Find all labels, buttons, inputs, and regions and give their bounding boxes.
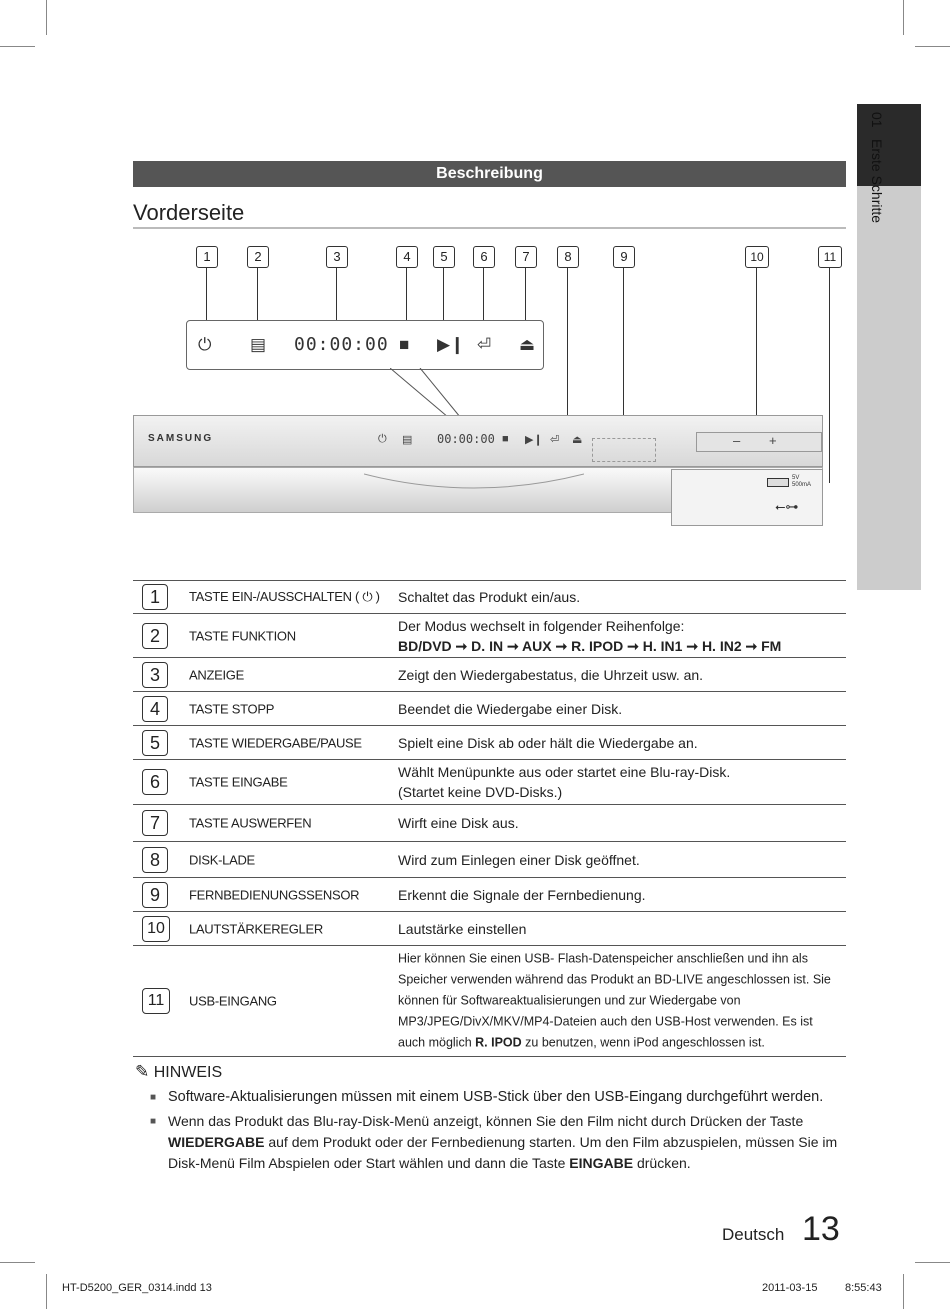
callout-7: 7 xyxy=(515,246,537,268)
table-row xyxy=(133,878,846,912)
table-row xyxy=(133,581,846,614)
usb-icon: ⭠⊶ xyxy=(775,499,799,514)
row-description: Lautstärke einstellen xyxy=(398,920,527,937)
row-number: 2 xyxy=(142,623,168,649)
row-description-text: Hier können Sie einen USB- Flash-Datenspeicher anschließen und ihn als Speicher verwenden während das Produkt an BD-LIVE angeschlossen ist. Sie können für Softwareaktualisierungen und zur Wiedergabe von MP3/JPEG/DivX/MKV/MP4-Dateien auch den USB-Host verwenden. Es ist auch möglich xyxy=(398,951,831,1050)
volume-control xyxy=(696,432,822,452)
row-label: TASTE EIN-/AUSSCHALTEN ( ⏻ ) xyxy=(189,589,380,604)
table-row xyxy=(133,760,846,805)
chapter-title: Erste Schritte xyxy=(869,139,885,224)
usb-voltage: 5V xyxy=(792,475,800,481)
crop-mark xyxy=(915,46,950,47)
note-text-part: auf dem Produkt oder der Fernbedienung starten. Um den Film abzuspielen, müssen Sie im Disk-Menü Film Abspielen oder Start wählen und dann die Taste xyxy=(168,1134,838,1171)
callout-8: 8 xyxy=(557,246,579,268)
eject-icon: ⏏ xyxy=(519,335,536,354)
row-label: TASTE WIEDERGABE/PAUSE xyxy=(189,735,362,750)
row-number: 10 xyxy=(142,916,170,942)
table-row xyxy=(133,726,846,760)
row-description: Zeigt den Wiedergabestatus, die Uhrzeit usw. an. xyxy=(398,666,704,683)
power-button-icon: ⏻ xyxy=(378,433,387,445)
row-description-line: (Startet keine DVD-Disks.) xyxy=(398,784,563,800)
crop-mark xyxy=(903,0,904,35)
row-description-line: Der Modus wechselt in folgender Reihenfolge: xyxy=(398,617,685,634)
note-item xyxy=(150,1087,848,1108)
device-front-panel xyxy=(133,415,823,513)
row-number: 4 xyxy=(142,696,168,722)
eject-button-icon: ⏏ xyxy=(572,434,583,446)
row-description: Schaltet das Produkt ein/aus. xyxy=(398,589,581,605)
row-number: 5 xyxy=(142,730,168,756)
table-row xyxy=(133,842,846,878)
row-number: 9 xyxy=(142,882,168,908)
slug-time: 8:55:43 xyxy=(845,1282,882,1294)
row-label: LAUTSTÄRKEREGLER xyxy=(189,921,323,936)
crop-mark xyxy=(46,0,47,35)
row-label: USB-EINGANG xyxy=(189,993,277,1009)
row-number: 3 xyxy=(142,662,168,688)
row-description-line: Wählt Menüpunkte aus oder startet eine Blu-ray-Disk. xyxy=(398,764,731,780)
note-text-bold: WIEDERGABE xyxy=(168,1134,265,1150)
callout-9: 9 xyxy=(613,246,635,268)
note-text-part: Wenn das Produkt das Blu-ray-Disk-Menü anzeigt, können Sie den Film nicht durch Drücken der Taste xyxy=(168,1113,804,1129)
display-panel-zoom xyxy=(186,320,544,370)
brand-logo: SAMSUNG xyxy=(148,433,214,444)
crop-mark xyxy=(46,1274,47,1309)
note-heading xyxy=(135,1062,222,1082)
section-title-bar: Beschreibung xyxy=(133,161,846,187)
device-top-section xyxy=(133,415,823,467)
power-icon: ⏻ xyxy=(198,335,212,354)
row-number: 1 xyxy=(142,584,168,610)
play-pause-icon: ▶❙ xyxy=(437,335,465,354)
leader-line xyxy=(623,268,624,438)
table-row xyxy=(133,614,846,658)
usb-door xyxy=(671,469,823,526)
table-row xyxy=(133,692,846,726)
remote-sensor xyxy=(592,438,656,462)
slug-date: 2011-03-15 xyxy=(762,1282,818,1294)
row-description: Wirft eine Disk aus. xyxy=(398,815,519,831)
usb-port xyxy=(767,478,789,487)
table-row xyxy=(133,946,846,1057)
row-description xyxy=(398,762,838,802)
tray-curve xyxy=(364,472,584,492)
callout-10: 10 xyxy=(745,246,769,268)
table-row xyxy=(133,805,846,842)
function-button-icon: ▤ xyxy=(402,434,413,446)
row-description-text: zu benutzen, wenn iPod angeschlossen ist. xyxy=(521,1035,765,1050)
row-description: Wird zum Einlegen einer Disk geöffnet. xyxy=(398,851,640,868)
row-description: Spielt eine Disk ab oder hält die Wiedergabe an. xyxy=(398,734,698,751)
description-table xyxy=(133,580,846,1057)
row-label: ANZEIGE xyxy=(189,667,244,682)
leader-line xyxy=(829,268,830,483)
volume-plus: + xyxy=(769,433,777,448)
note-text xyxy=(168,1111,848,1174)
row-label: TASTE EINGABE xyxy=(189,774,288,790)
table-row xyxy=(133,912,846,946)
volume-minus: – xyxy=(733,433,741,448)
callout-3: 3 xyxy=(326,246,348,268)
device-time-display: 00:00:00 xyxy=(437,432,495,446)
row-description: Beendet die Wiedergabe einer Disk. xyxy=(398,700,623,717)
crop-mark xyxy=(915,1262,950,1263)
row-description-bold: R. IPOD xyxy=(475,1035,522,1050)
leader-line xyxy=(756,268,757,433)
time-display: 00:00:00 xyxy=(294,334,389,355)
chapter-tab-label xyxy=(855,112,885,312)
pencil-icon: ✎ xyxy=(135,1062,150,1081)
note-text: Software-Aktualisierungen müssen mit einem USB-Stick über den USB-Eingang durchgeführt werden. xyxy=(168,1089,824,1105)
row-description xyxy=(398,949,838,1054)
stop-icon: ■ xyxy=(399,335,410,354)
footer-language: Deutsch xyxy=(722,1225,785,1244)
play-pause-button-icon: ▶❙ xyxy=(525,434,543,446)
crop-mark xyxy=(903,1274,904,1309)
callout-11: 11 xyxy=(818,246,842,268)
row-number: 8 xyxy=(142,847,168,873)
row-label: DISK-LADE xyxy=(189,852,255,867)
crop-mark xyxy=(0,1262,35,1263)
enter-button-icon: ⏎ xyxy=(550,434,560,446)
note-text-part: drücken. xyxy=(633,1155,691,1171)
row-label: FERNBEDIENUNGSSENSOR xyxy=(189,887,360,902)
bullet-icon: ■ xyxy=(150,1092,157,1103)
stop-button-icon: ■ xyxy=(502,433,509,445)
callout-6: 6 xyxy=(473,246,495,268)
row-description: Erkennt die Signale der Fernbedienung. xyxy=(398,886,646,903)
bullet-icon: ■ xyxy=(150,1116,157,1127)
row-number: 7 xyxy=(142,810,168,836)
slug-filename: HT-D5200_GER_0314.indd 13 xyxy=(62,1282,212,1294)
crop-mark xyxy=(0,46,35,47)
page-heading: Vorderseite xyxy=(133,200,245,225)
row-number: 6 xyxy=(142,769,168,795)
usb-current: 500mA xyxy=(792,482,812,488)
chapter-number: 01 xyxy=(869,112,885,128)
row-label: TASTE STOPP xyxy=(189,701,275,716)
callout-4: 4 xyxy=(396,246,418,268)
row-number: 11 xyxy=(142,988,170,1014)
callout-1: 1 xyxy=(196,246,218,268)
row-description xyxy=(398,616,838,656)
row-label: TASTE FUNKTION xyxy=(189,628,296,643)
page-number: 13 xyxy=(802,1210,840,1248)
row-label: TASTE AUSWERFEN xyxy=(189,815,312,831)
heading-divider xyxy=(133,227,846,229)
mode-sequence: BD/DVD ➞ D. IN ➞ AUX ➞ R. IPOD ➞ H. IN1 ➞ H. IN2 ➞ FM xyxy=(398,637,782,654)
note-text-bold: EINGABE xyxy=(569,1155,634,1171)
enter-icon: ⏎ xyxy=(477,335,492,354)
function-icon: ▤ xyxy=(250,335,267,354)
note-item xyxy=(150,1111,848,1174)
callout-2: 2 xyxy=(247,246,269,268)
table-row xyxy=(133,658,846,692)
usb-label xyxy=(792,475,811,489)
callout-5: 5 xyxy=(433,246,455,268)
note-title: HINWEIS xyxy=(153,1064,223,1081)
